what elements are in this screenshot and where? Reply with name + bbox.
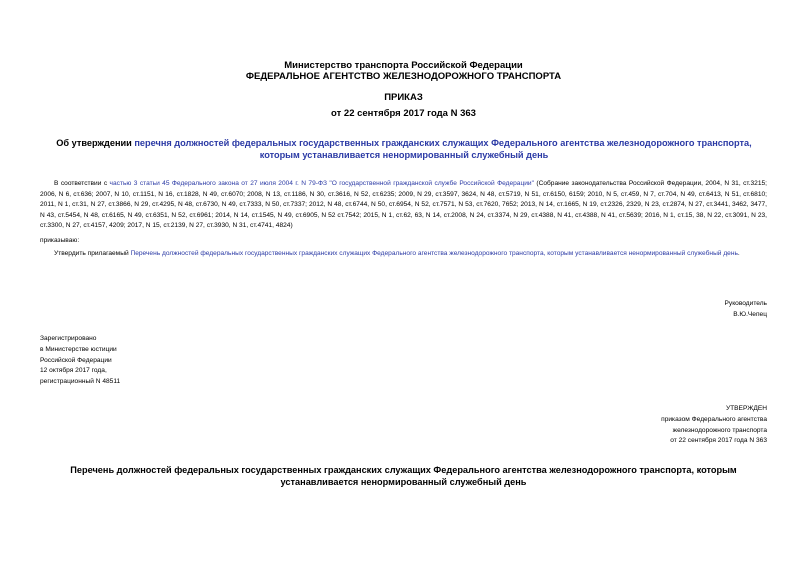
list-title: Перечень должностей федеральных государственных гражданских служащих Федерального агентства железнодорожного транспорта, которым устанавливается ненормированный служебный день	[70, 465, 737, 487]
order-title	[44, 137, 764, 161]
preamble-lead: В соответствии с	[54, 180, 110, 187]
registration-line-3: Российской Федерации	[40, 357, 112, 364]
approve-paragraph	[40, 249, 767, 260]
approved-by-line-1: приказом Федерального агентства	[661, 416, 767, 423]
registration-line-1: Зарегистрировано	[40, 335, 97, 342]
law-reference-link[interactable]: частью 3 статьи 45 Федерального закона от 27 июля 2004 г. N 79-ФЗ "О государственной гражданской службе Российской Федерации"	[109, 180, 534, 187]
registration-number: регистрационный N 48511	[40, 378, 121, 385]
approved-label: УТВЕРЖДЕН	[725, 405, 767, 412]
preamble-paragraph	[40, 179, 767, 232]
ministry-name: Министерство транспорта Российской Федерации	[284, 60, 523, 71]
preamble-citations: (Собрание законодательства Российской Федерации, 2004, N 31, ст.3215; 2006, N 6, ст.636; 2007, N 10, ст.1151, N 16, ст.1828, N 49, ст.6070; 2008, N 13, ст.1186, N 30, ст.3616, N 52, ст.6235; 2009, N 29, ст.3597, 3624, N 48, ст.5719, N 51, ст.6150, 6159; 2010, N 5, ст.459, N 7, ст.704, N 49, ст.6413, N 51, ст.6810; 2011, N 1, ст.31, N 27, ст.3866, N 29, ст.4295, N 48, ст.6730, N 49, ст.7333, N 50, ст.7337; 2012, N 48, ст.6744, N 50, ст.6954, N 52, ст.7571, N 53, ст.7620, 7652; 2013, N 14, ст.1665, N 19, ст.2326, 2329, N 23, ст.2874, N 27, ст.3441, 3462, 3477, N 43, ст.5454, N 48, ст.6165, N 49, ст.6351, N 52, ст.6961; 2014, N 14, ст.1545, N 49, ст.6905, N 52 ст.7542; 2015, N 1, ст.62, 63, N 14, ст.2008, N 24, ст.3374, N 29, ст.4388, N 41, ст.4388, N 41, ст.5639; 2016, N 1, ст.15, 38, N 22, ст.3091, N 23, ст.3300, N 27, ст.4157, 4209; 2017, N 15, ст.2139, N 27, ст.3930, N 31, ст.4741, 4824)	[40, 180, 768, 230]
agency-name: ФЕДЕРАЛЬНОЕ АГЕНТСТВО ЖЕЛЕЗНОДОРОЖНОГО ТРАНСПОРТА	[245, 71, 562, 82]
approve-end: .	[737, 250, 740, 257]
approve-lead: Утвердить прилагаемый	[54, 250, 131, 257]
list-link[interactable]: Перечень должностей федеральных государственных гражданских служащих Федерального агентства железнодорожного транспорта, которым устанавливается ненормированный служебный день	[130, 250, 738, 257]
registration-date: 12 октября 2017 года,	[40, 367, 107, 374]
order-title-link[interactable]: перечня должностей федеральных государственных гражданских служащих Федерального агентства железнодорожного транспорта, которым устанавливается ненормированный служебный день	[134, 138, 752, 160]
document-type: ПРИКАЗ	[384, 92, 423, 103]
signature-name: В.Ю.Чепец	[733, 311, 767, 318]
approved-by-date: от 22 сентября 2017 года N 363	[670, 437, 767, 444]
order-word: приказываю:	[40, 237, 80, 244]
document-date: от 22 сентября 2017 года N 363	[331, 108, 476, 119]
registration-line-2: в Министерстве юстиции	[40, 346, 117, 353]
order-title-prefix: Об утверждении	[56, 138, 135, 148]
approved-by-line-2: железнодорожного транспорта	[672, 427, 767, 434]
signature-position: Руководитель	[724, 300, 767, 307]
